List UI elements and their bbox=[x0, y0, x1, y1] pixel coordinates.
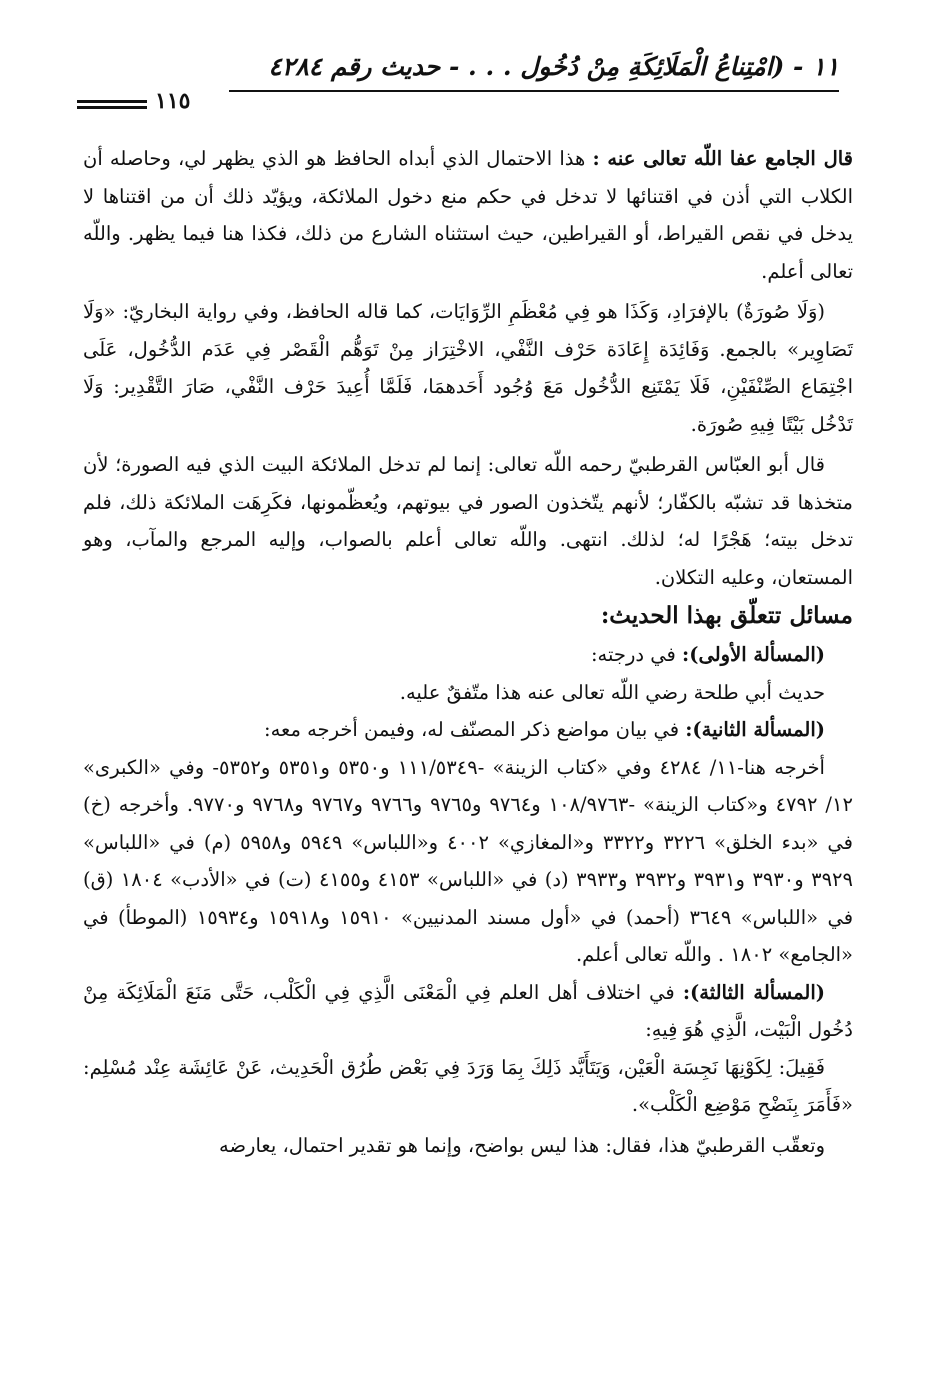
issue-body: حديث أبي طلحة رضي اللّه تعالى عنه هذا متّفقٌ عليه. bbox=[399, 680, 825, 704]
issue-heading bbox=[83, 974, 853, 1049]
paragraph bbox=[83, 293, 853, 443]
page-number-rule bbox=[77, 100, 147, 112]
issue-label: (المسألة الأولى): bbox=[682, 643, 825, 666]
paragraph bbox=[83, 446, 853, 596]
paragraph-lead: قال الجامع عفا اللّه تعالى عنه : bbox=[592, 147, 854, 170]
closing-line: وتعقّب القرطبيّ هذا، فقال: هذا ليس بواضح، وإنما هو تقدير احتمال، يعارضه bbox=[219, 1133, 825, 1157]
paragraph-text: (وَلَا صُورَةٌ) بالإفرَادِ، وَكَذَا هو فِي مُعْظَمِ الرِّوَايَات، كما قاله الحافظ، وفي رواية البخاريّ: «وَلَا تَصَاوِير» بالجمع. وَفَائِدَة إِعَادَة حَرْف النَّفْي، الاخْتِرَاز مِنْ تَوَهُّم الْقَصْر فِي عَدَم الدُّخُول، عَلَى اجْتِمَاع الصِّنْفَيْنِ، فَلَا يَمْتَنِع الدُّخُول مَعَ وُجُود أَحَدهمَا، فَلَمَّا أُعِيدَ حَرْف النَّفْي، صَارَ التَّقْدِير: وَلَا تَدْخُل بَيْتًا فِيهِ صُورَة. bbox=[83, 300, 853, 436]
issue-heading bbox=[83, 711, 853, 749]
issue-heading bbox=[83, 636, 853, 674]
paragraph bbox=[83, 140, 853, 290]
issue-label: (المسألة الثانية): bbox=[685, 718, 825, 741]
issue-label: (المسألة الثالثة): bbox=[682, 980, 825, 1004]
issue-heading-text: في بيان مواضع ذكر المصنّف له، وفيمن أخرجه معه: bbox=[264, 718, 686, 741]
issue-body: فَقِيلَ: لِكَوْنِهَا نَجِسَة الْعَيْن، وَيَتَأَيَّد ذَلِكَ بِمَا وَرَدَ فِي بَعْض طُرُق الْحَدِيث، عَنْ عَائِشَة عِنْد مُسْلِم: «فَأَمَرَ بِنَضْحِ مَوْضِع الْكَلْب». bbox=[83, 1055, 853, 1116]
page-number: ١١٥ bbox=[155, 88, 191, 114]
running-header bbox=[79, 52, 839, 92]
section-title: مسائل تتعلّق بهذا الحديث: bbox=[600, 602, 853, 629]
body-text bbox=[83, 140, 853, 1164]
chapter-title: ١١ - (امْتِناعُ الْمَلَائِكَةِ مِنْ دُخُول . . . - حديث رقم ٤٢٨٤ bbox=[268, 52, 839, 81]
issue-body: أخرجه هنا-١١/ ٤٢٨٤ وفي «كتاب الزينة» -١١١/٥٣٤٩ و٥٣٥٠ و٥٣٥١ و٥٣٥٢- وفي «الكبرى» ١٢/ ٤٧٩٢ و«كتاب الزينة» -١٠٨/٩٧٦٣ و٩٧٦٤ و٩٧٦٥ و٩٧٦٦ و٩٧٦٧ و٩٧٦٨ و٩٧٧٠. وأخرجه (خ) في «بدء الخلق» ٣٢٢٦ و٣٣٢٢ و«المغازي» ٤٠٠٢ و«اللباس» ٥٩٤٩ و٥٩٥٨ (م) في «اللباس» ٣٩٢٩ و٣٩٣٠ و٣٩٣١ و٣٩٣٢ و٣٩٣٣ (د) في «اللباس» ٤١٥٣ و٤١٥٥ (ت) في «الأدب» ١٨٠٤ (ق) في «اللباس» ٣٦٤٩ (أحمد) في «أول مسند المدنيين» ١٥٩١٠ و١٥٩١٨ و١٥٩٣٤ (الموطأ) في «الجامع» ١٨٠٢ . واللّه تعالى أعلم. bbox=[83, 755, 854, 966]
issue-heading-text: في اختلاف أهل العلم فِي الْمَعْنَى الَّذِي فِي الْكَلْب، حَتَّى مَنَعَ الْمَلَائِكَة مِنْ دُخُول الْبَيْت، الَّذِي هُوَ فِيهِ: bbox=[83, 980, 853, 1041]
issue-heading-text: في درجته: bbox=[590, 643, 683, 666]
header-rule bbox=[229, 90, 839, 92]
paragraph-text: قال أبو العبّاس القرطبيّ رحمه اللّه تعالى: إنما لم تدخل الملائكة البيت الذي فيه الصورة؛ لأن متخذها قد تشبّه بالكفّار؛ لأنهم يتّخذون الصور في بيوتهم، ويُعظّمونها، فكَرِهَت الملائكة ذلك، فلم تدخل بيته؛ هَجْرًا له؛ لذلك. انتهى. واللّه تعالى أعلم بالصواب، وإليه المرجع والمآب، وهو المستعان، وعليه التكلان. bbox=[83, 453, 853, 589]
paragraph-text: هذا الاحتمال الذي أبداه الحافظ هو الذي يظهر لي، وحاصله أن الكلاب التي أذن في اقتنائها لا تدخل في حكم منع دخول الملائكة، ويؤيّد ذلك أن من اقتناها لا يدخل في نقص القيراط، أو القيراطين، حيث استثناه الشارع من ذلك، فكذا هنا فيما يظهر. واللّه تعالى أعلم. bbox=[83, 147, 853, 283]
